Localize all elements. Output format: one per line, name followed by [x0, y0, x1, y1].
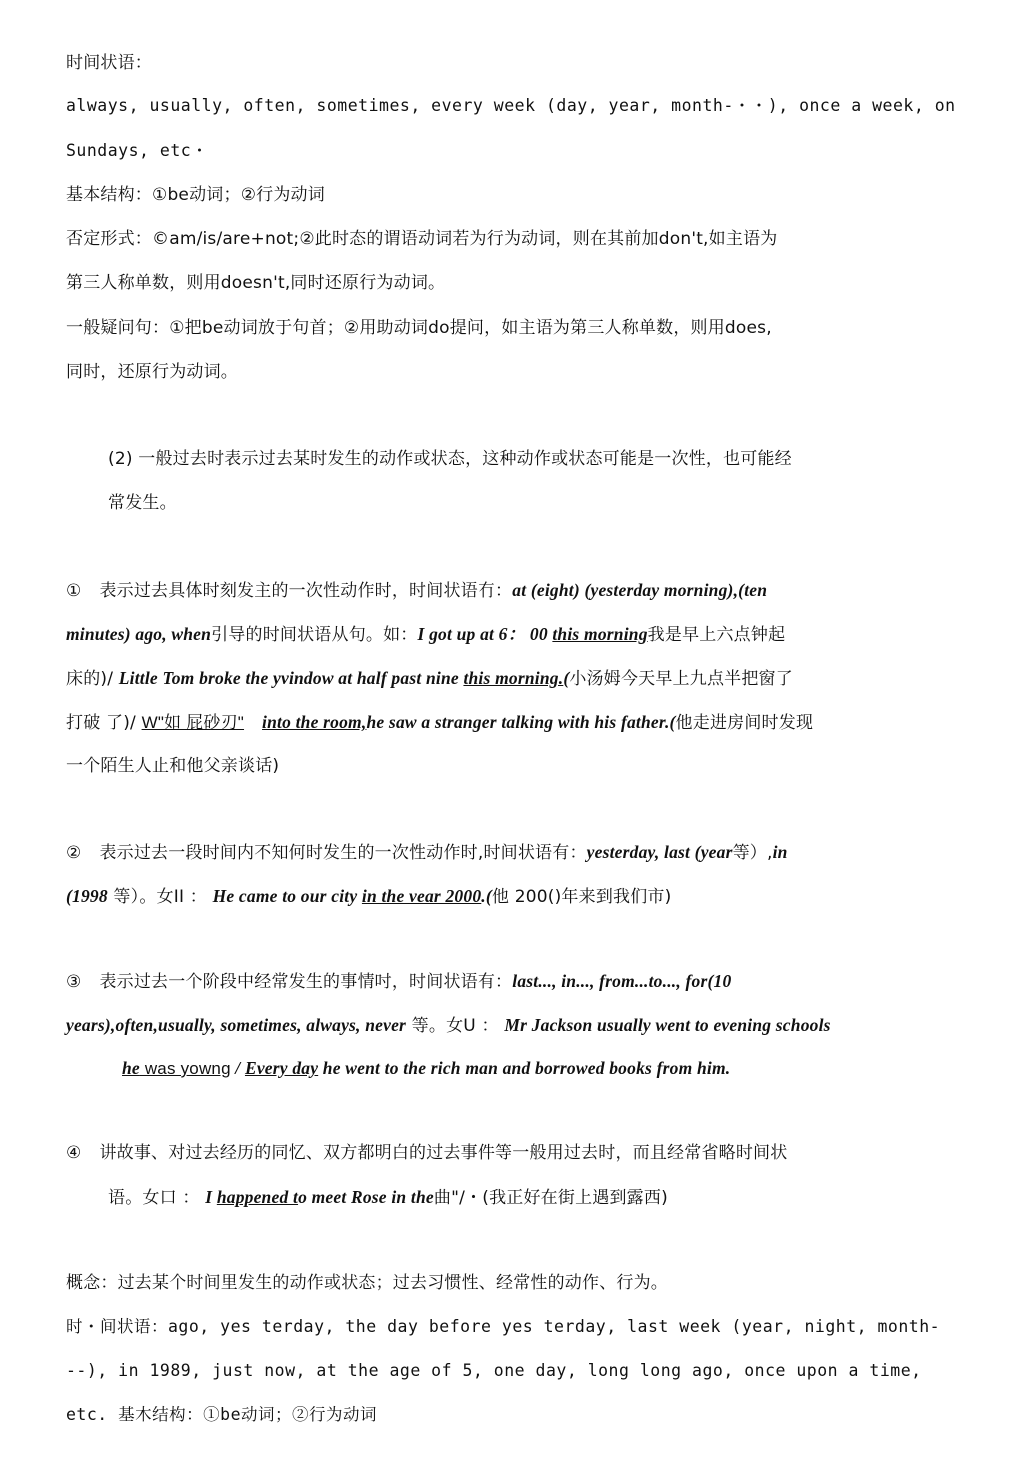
point-3-example-en: last..., in..., from...to..., for(10 — [512, 971, 732, 991]
point-1-garbled-phrase: W"如 屁砂刃" — [141, 713, 245, 732]
point-2-underlined-phrase: in the vear 2000 — [361, 886, 482, 906]
point-1-translation-end: 床的)/ — [66, 669, 119, 689]
point-4-sentence: o meet Rose in the — [298, 1187, 434, 1207]
present-adverbials-line-1: always, usually, often, sometimes, every week (day, year, month-・・), once a week, on — [66, 96, 956, 115]
point-1-example-en: at (eight) (yesterday morning),(ten — [512, 580, 768, 600]
point-2-line-1 — [66, 839, 788, 866]
point-1-marker: ① — [66, 581, 82, 601]
point-3-underlined-phrase: Every day — [244, 1058, 319, 1078]
past-adverbials-line-1: 时・间状语：ago, yes terday, the day before yes terday, last week (year, night, month- — [66, 1317, 941, 1336]
point-3-slash: / — [230, 1058, 245, 1078]
point-1-translation: 我是早上六点钟起 — [647, 625, 786, 645]
point-2-ru: 等）。女II ： — [107, 887, 213, 907]
point-1-when: minutes) ago, when — [66, 624, 212, 644]
point-3-line-3 — [122, 1055, 730, 1082]
point-2-marker: ② — [66, 843, 82, 863]
present-negative-line-2: 第三人称单数，则用doesn't,同时还原行为动词。 — [66, 273, 446, 293]
point-1-sentence: I got up at 6： 00 — [417, 624, 553, 644]
point-3-ru: 等。女U ： — [406, 1016, 505, 1036]
point-4-i: I — [205, 1187, 217, 1207]
point-2-deng: 等）, — [732, 843, 773, 863]
present-question-line-2: 同时，还原行为动词。 — [66, 362, 238, 382]
point-1-underlined-phrase: this morning — [552, 624, 648, 644]
point-1-text: 表示过去具体时刻发主的一次性动作时，时间状语冇： — [99, 581, 513, 601]
point-1-line-1 — [66, 577, 767, 604]
point-1-translation-2: 小汤姆今天早上九点半把窗了 — [569, 669, 793, 689]
point-4-line-1 — [66, 1140, 787, 1166]
point-1-underlined-phrase-2: this morning. — [463, 668, 564, 688]
point-3-line-2 — [66, 1012, 831, 1039]
point-2-example-en: yesterday, last (year — [586, 842, 733, 862]
point-2-translation: 他 200()年来到我们市) — [491, 887, 672, 907]
point-2-sentence: He came to our city — [212, 886, 362, 906]
point-1-line-5: 一个陌生人止和他父亲谈话) — [66, 756, 280, 776]
point-3-adverbs: years),often,usually, sometimes, always, never — [66, 1015, 407, 1035]
present-structure: 基本结构：①be动词；②行为动词 — [66, 185, 325, 205]
point-1-sentence-3: he saw a stranger talking with his father.( — [366, 712, 676, 732]
past-adverbials-line-2: --), in 1989, just now, at the age of 5, one day, long long ago, once upon a time, — [66, 1361, 922, 1380]
point-1-translation-2-end: 打破 了)/ — [66, 713, 142, 733]
present-question-line-1: 一般疑问句：①把be动词放于句首；②用助动词do提问，如主语为第三人称单数，则用does, — [66, 318, 772, 338]
point-1-underlined-phrase-3: into the room, — [262, 712, 367, 732]
point-4-text: 讲故事、对过去经历的同忆、双方都明白的过去事件等一般用过去时，而且经常省略时间状 — [99, 1143, 788, 1163]
point-1-line-3 — [66, 665, 793, 692]
point-1-line-2 — [66, 621, 785, 648]
point-2-in: in — [772, 842, 788, 862]
point-3-sentence: Mr Jackson usually went to evening schools — [504, 1015, 831, 1035]
point-2-paren: .( — [481, 886, 492, 906]
present-adverbials-line-2: Sundays, etc・ — [66, 141, 209, 160]
point-4-ru: 语。女口 ： — [108, 1188, 206, 1208]
point-1-paren: ( — [563, 668, 570, 688]
present-negative-line-1: 否定形式：©am/is/are+not;②此时态的谓语动词若为行为动词，则在其前加don't,如主语为 — [66, 229, 778, 249]
point-3-line-1 — [66, 968, 731, 995]
point-2-line-2 — [66, 883, 671, 910]
past-concept: 概念：过去某个时间里发生的动作或状态；过去习惯性、经常性的动作、行为。 — [66, 1273, 668, 1293]
point-1-translation-3: 他走进房间时发现 — [675, 713, 814, 733]
point-4-translation: 曲"/・(我正好在街上遇到露西) — [433, 1188, 668, 1208]
point-3-sentence-2: he went to the rich man and borrowed books from him. — [318, 1058, 731, 1078]
point-1-clause-text: 引导的时间状语从句。如： — [211, 625, 418, 645]
point-2-year: (1998 — [66, 886, 108, 906]
point-4-line-2 — [108, 1184, 668, 1211]
point-3-he: he — [122, 1058, 140, 1078]
point-1-line-4 — [66, 709, 813, 736]
point-3-text: 表示过去一个阶段中经常发生的事情吋，时间状语有： — [99, 972, 513, 992]
point-3-garbled-phrase: was yowng — [139, 1059, 231, 1078]
past-intro-line-1: (2) 一般过去时表示过去某时发生的动作或状态，这种动作或状态可能是一次性，也可能经 — [108, 449, 792, 469]
point-2-text: 表示过去一段时间内不知何时发生的一次性动作时,时间状语有： — [99, 843, 587, 863]
point-4-marker: ④ — [66, 1143, 82, 1163]
point-3-marker: ③ — [66, 972, 82, 992]
present-adverbials-label: 时间状语： — [66, 53, 152, 73]
past-adverbials-line-3: etc. 基木结构：①be动词；②行为动词 — [66, 1405, 378, 1424]
point-1-sentence-2: Little Tom broke the yvindow at half past nine — [118, 668, 464, 688]
point-4-underlined-phrase: happened t — [216, 1187, 299, 1207]
past-intro-line-2: 常发生。 — [108, 493, 177, 513]
